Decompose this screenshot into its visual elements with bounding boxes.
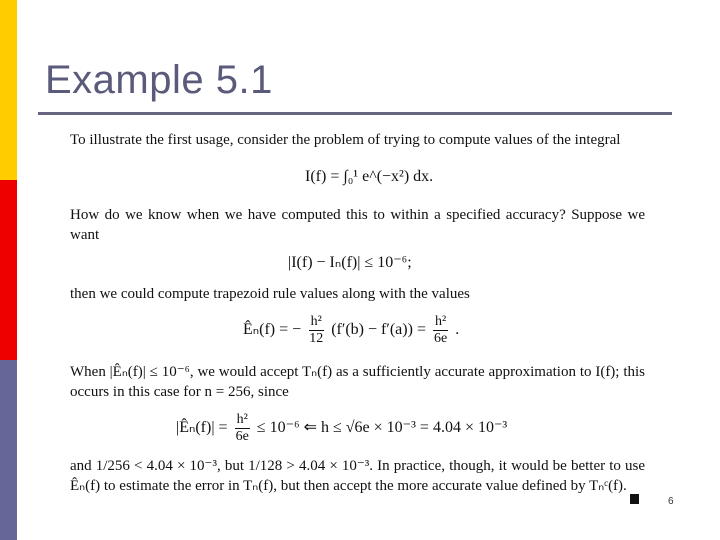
eq3-end: .	[455, 321, 460, 339]
eq3-fraction-denominator: 12	[309, 331, 324, 346]
eq3-fraction-2	[432, 314, 449, 347]
paragraph-conclusion: and 1/256 < 4.04 × 10⁻³, but 1/128 > 4.04 × 10⁻³. In practice, though, it would be better to use Êₙ(f) to estimate the error in Tₙ(f), but then accept the more accurate value defined by Tₙᶜ(f).	[70, 458, 645, 494]
eq3-fraction-2-numerator: h²	[434, 314, 447, 329]
paragraph-trapezoid: then we could compute trapezoid rule values along with the values	[70, 286, 470, 302]
eq3-fraction	[307, 314, 325, 347]
eq3-fraction-numerator: h²	[310, 314, 322, 329]
paragraph-acceptance: When |Êₙ(f)| ≤ 10⁻⁶, we would accept Tₙ(f) as a sufficiently accurate approximation to I(f); this occurs in this case for n = 256, since	[70, 364, 645, 400]
equation-step-size	[176, 412, 507, 445]
eq3-left: Êₙ(f) = −	[243, 321, 302, 339]
equation-error-bound: |I(f) − Iₙ(f)| ≤ 10⁻⁶;	[288, 254, 412, 271]
eq4-right: ≤ 10⁻⁶ ⇐ h ≤ √6e × 10⁻³ = 4.04 × 10⁻³	[256, 419, 508, 437]
equation-integral: I(f) = ∫₀¹ e^(−x²) dx.	[305, 168, 434, 185]
eq4-fraction-numerator: h²	[236, 412, 248, 427]
eq3-fraction-2-denominator: 6e	[433, 331, 448, 346]
page-number: 6	[668, 496, 674, 507]
eq4-fraction	[234, 412, 251, 445]
equation-error-estimate	[243, 314, 459, 347]
paragraph-question: How do we know when we have computed this to within a specified accuracy? Suppose we want	[70, 207, 645, 243]
paragraph-intro: To illustrate the first usage, consider the problem of trying to compute values of the integral	[70, 132, 621, 148]
eq4-fraction-denominator: 6e	[235, 429, 249, 444]
eq3-middle: (f′(b) − f′(a)) =	[331, 321, 426, 339]
slide-title: Example 5.1	[45, 58, 273, 102]
end-of-proof-square-icon	[630, 494, 639, 504]
eq4-left: |Êₙ(f)| =	[176, 419, 228, 437]
